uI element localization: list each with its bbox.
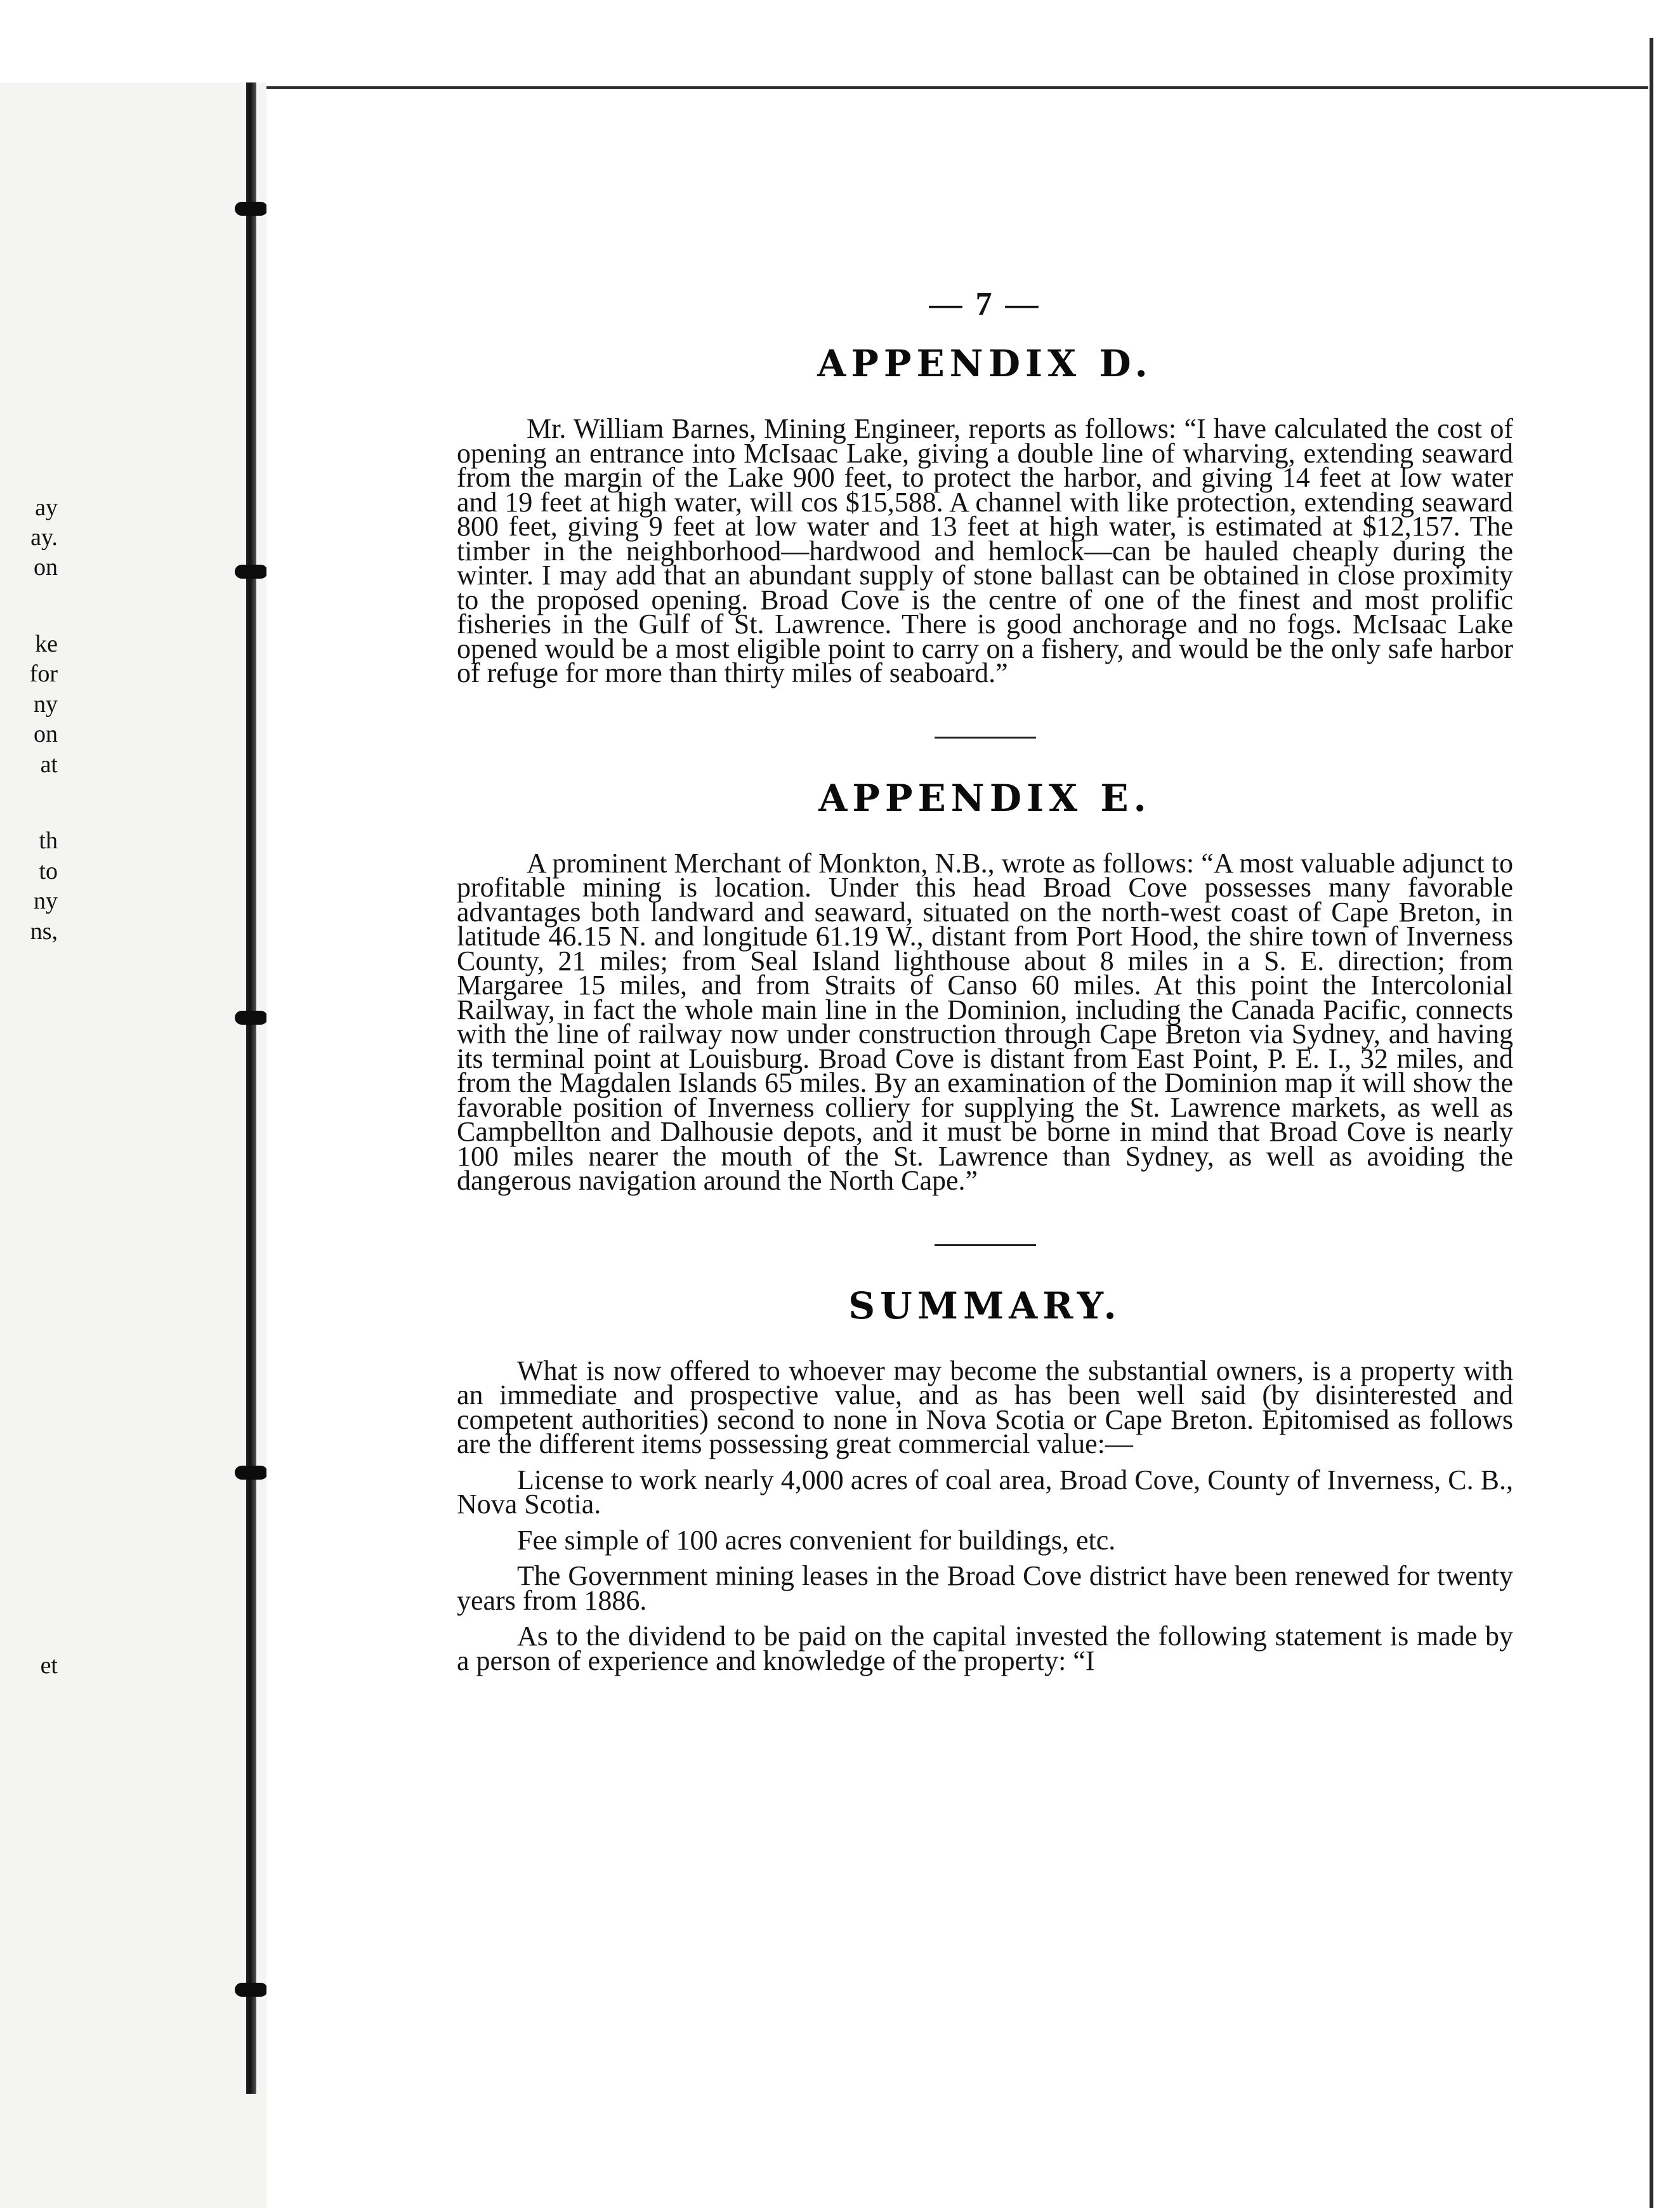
section-divider: [935, 737, 1036, 739]
margin-fragment: at: [40, 751, 58, 778]
margin-fragment: ny: [34, 691, 58, 718]
summary-paragraph: As to the dividend to be paid on the capital invested the following statement is made by a person of experience and knowledge of the property: “I: [457, 1620, 1513, 1676]
margin-fragment: ay.: [30, 524, 58, 551]
margin-fragment: et: [40, 1652, 58, 1679]
margin-fragment: ny: [34, 888, 58, 914]
appendix-d-heading: APPENDIX D.: [817, 342, 1153, 385]
margin-fragment: ay: [35, 494, 58, 521]
binding-stitch: [235, 202, 268, 216]
summary-paragraph: License to work nearly 4,000 acres of coal area, Broad Cove, County of Inverness, C. B., Nova Scotia.: [457, 1464, 1513, 1520]
summary-paragraph: Fee simple of 100 acres convenient for buildings, etc.: [517, 1524, 1116, 1556]
page-right-edge: [1650, 38, 1653, 2208]
page-content: [457, 286, 1513, 1685]
binding-stitch: [235, 1011, 268, 1025]
margin-fragment: to: [39, 858, 58, 884]
binding-stitch: [235, 1466, 268, 1480]
appendix-e-text: A prominent Merchant of Monkton, N.B., wrote as follows: “A most valuable adjunct to profitable mining is location. Under this head Broad Cove possesses many favorable advantages both landward and seaward, situated on the north-west coast of Cape Breton, in latitude 46.15 N. and longitude 61.19 W., distant from Port Hood, the shire town of Inverness County, 21 miles; from Seal Island lighthouse about 8 miles in a S. E. direction; from Margaree 15 miles, and from Straits of Canso 60 miles. At this point the Intercolonial Railway, in fact the whole main line in the Dominion, including the Canada Pacific, connects with the line of railway now under construction through Cape Breton via Sydney, and having its terminal point at Louisburg. Broad Cove is distant from East Point, P. E. I., 32 miles, and from the Magdalen Islands 65 miles. By an examination of the Dominion map it will show the favorable position of Inverness colliery for supplying the St. Lawrence markets, as well as Campbellton and Dalhousie depots, and it must be borne in mind that Broad Cove is nearly 100 miles nearer the mouth of the St. Lawrence than Sydney, as well as avoiding the dangerous navigation around the North Cape.”: [457, 847, 1513, 1196]
margin-fragment: on: [34, 721, 58, 747]
binding-stitch: [235, 1983, 268, 1997]
page-number: — 7 —: [929, 286, 1041, 322]
margin-fragment: th: [39, 827, 58, 854]
margin-fragment: on: [34, 554, 58, 581]
margin-fragment: ke: [35, 631, 58, 657]
binding-stitch: [235, 565, 268, 579]
scan-margin: [0, 0, 1680, 82]
margin-fragment: for: [29, 660, 58, 687]
appendix-d-text: Mr. William Barnes, Mining Engineer, reports as follows: “I have calculated the cost of opening an entrance into McIsaac Lake, giving a double line of wharving, extending seaward from the margin of the Lake 900 feet, to protect the harbor, and giving 14 feet at low water and 19 feet at high water, will cos $15,588. A channel with like protection, extending seaward 800 feet, giving 9 feet at low water and 13 feet at high water, is estimated at $12,157. The timber in the neighborhood—hardwood and hemlock—can be hauled cheaply during the winter. I may add that an abundant supply of stone ballast can be obtained in close proximity to the proposed opening. Broad Cove is the centre of one of the finest and most prolific fisheries in the Gulf of St. Lawrence. There is good anchorage and no fogs. McIsaac Lake opened would be a most eligible point to carry on a fishery, and would be the only safe harbor of refuge for more than thirty miles of seaboard.”: [457, 413, 1513, 688]
summary-paragraph: The Government mining leases in the Broad Cove district have been renewed for twenty years from 1886.: [457, 1560, 1513, 1616]
appendix-e-heading: APPENDIX E.: [818, 776, 1152, 820]
summary-heading: SUMMARY.: [848, 1284, 1122, 1327]
summary-paragraph: What is now offered to whoever may become the substantial owners, is a property with an immediate and prospective value, and as has been well said (by disinterested and competent authorities) second to none in Nova Scotia or Cape Breton. Epitomised as follows are the different items possessing great commercial value:—: [457, 1355, 1513, 1459]
facing-page: [0, 0, 266, 2208]
binding-stitching: [246, 76, 256, 2094]
facing-page-cut-text: [0, 0, 60, 2208]
section-divider: [935, 1244, 1036, 1246]
margin-fragment: ns,: [30, 918, 58, 945]
